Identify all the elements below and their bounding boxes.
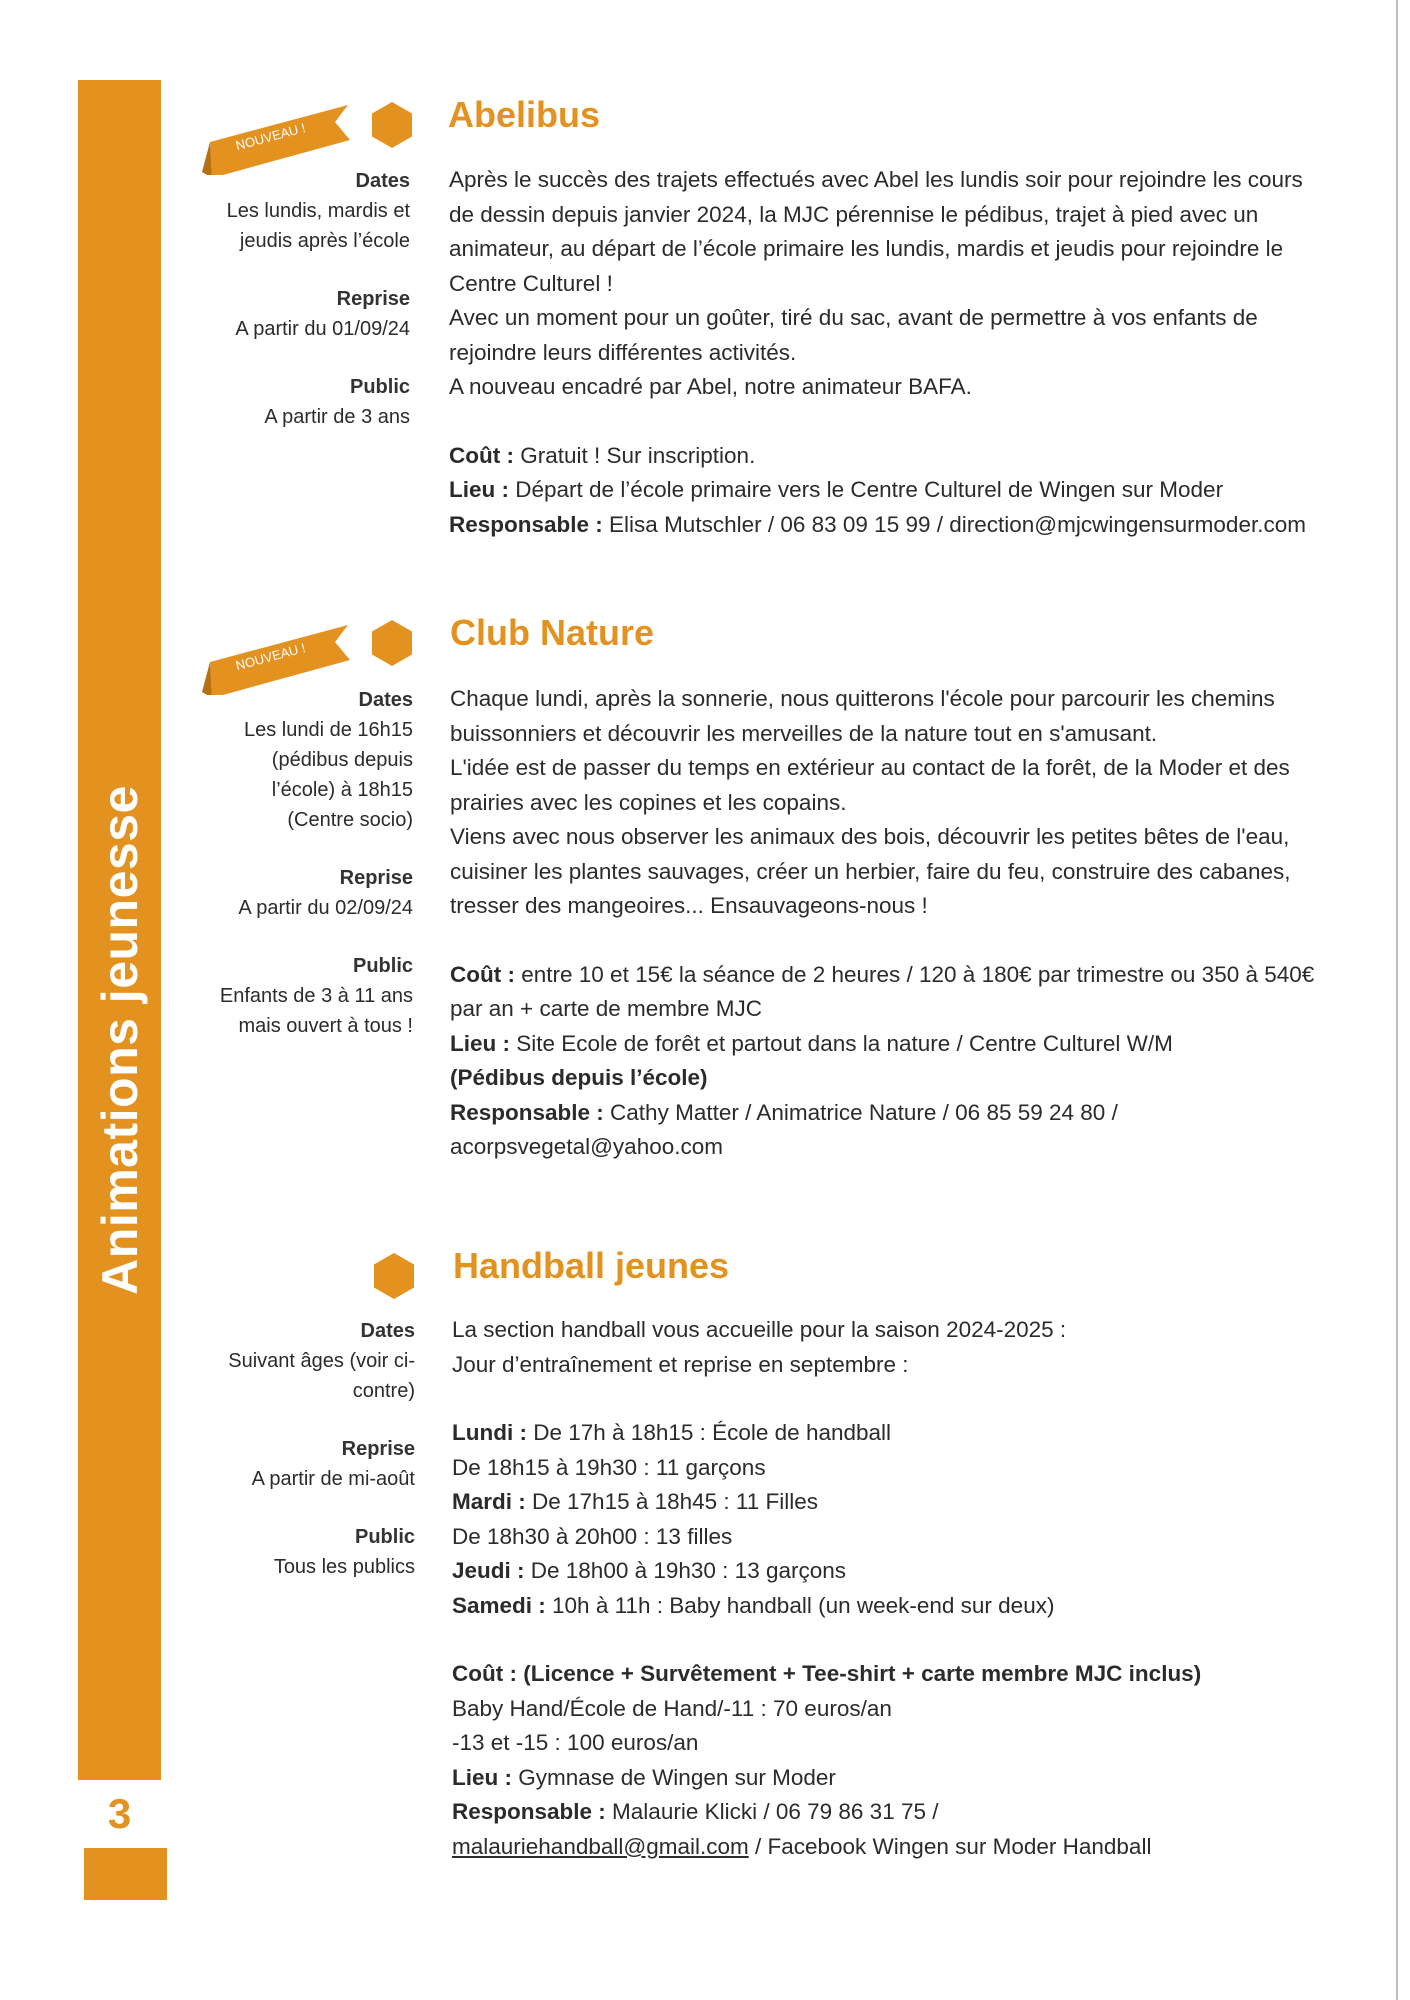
- meta-value: Tous les publics: [273, 1556, 415, 1578]
- manager-line: [449, 508, 1329, 543]
- paragraph: Après le succès des trajets effectués avec Abel les lundis soir pour rejoindre les cours de dessin depuis janvier 2024, la MJC pérennise le pédibus, trajet à pied avec un animateur, au départ de l’école primaire les lundis, mardis et jeudis pour rejoindre le Centre Culturel !: [449, 167, 1303, 296]
- cost-price: Baby Hand/École de Hand/-11 : 70 euros/an: [452, 1695, 892, 1721]
- meta-label: Reprise: [336, 288, 410, 310]
- place-line: [452, 1761, 1332, 1796]
- place-value: Site Ecole de forêt et partout dans la nature / Centre Culturel W/M: [510, 1030, 1173, 1056]
- ribbon-text: NOUVEAU !: [234, 120, 307, 154]
- meta-label: Reprise: [339, 867, 413, 889]
- schedule-text: De 18h00 à 19h30 : 13 garçons: [524, 1558, 847, 1583]
- schedule-text: De 17h à 18h15 : École de handball: [526, 1420, 892, 1445]
- body-abelibus: [449, 163, 1329, 542]
- cost-value: Gratuit ! Sur inscription.: [513, 442, 756, 468]
- schedule-line: [452, 1554, 1332, 1589]
- section-title-handball: Handball jeunes: [453, 1245, 730, 1286]
- meta-label: Public: [349, 376, 410, 398]
- paragraph: La section handball vous accueille pour la saison 2024-2025 :: [452, 1317, 1067, 1342]
- place-extra: (Pédibus depuis l’école): [450, 1065, 708, 1090]
- manager-label: Responsable :: [452, 1799, 606, 1824]
- schedule-line: [452, 1416, 1332, 1451]
- meta-value: Les lundis, mardis et jeudis après l’école: [226, 200, 410, 252]
- hexagon-icon: [372, 1252, 416, 1300]
- meta-value: Enfants de 3 à 11 ans mais ouvert à tous !: [219, 985, 413, 1037]
- paragraph: Jour d’entraînement et reprise en septembre :: [452, 1351, 909, 1377]
- section-title-club-nature: Club Nature: [450, 612, 655, 653]
- bottom-bar: [84, 1848, 167, 1900]
- cost-label: Coût :: [450, 961, 515, 987]
- place-line: [450, 1027, 1330, 1062]
- schedule-line: [452, 1589, 1332, 1624]
- place-value: Gymnase de Wingen sur Moder: [512, 1764, 836, 1790]
- schedule-line: [452, 1520, 1332, 1555]
- meta-club-nature: [203, 685, 413, 1069]
- schedule-day: Samedi :: [452, 1592, 546, 1618]
- side-title-wrap: [78, 80, 161, 1780]
- body-club-nature: [450, 682, 1330, 1165]
- place-label: Lieu :: [449, 477, 509, 502]
- cost-line: [452, 1657, 1332, 1692]
- meta-value: A partir du 01/09/24: [235, 318, 410, 340]
- meta-value: Les lundi de 16h15 (pédibus depuis l’école) à 18h15 (Centre socio): [243, 719, 413, 831]
- meta-label: Dates: [360, 1320, 415, 1342]
- paragraph: A nouveau encadré par Abel, notre animateur BAFA.: [449, 374, 972, 399]
- meta-handball: [205, 1316, 415, 1610]
- place-value: Départ de l’école primaire vers le Centre Culturel de Wingen sur Moder: [509, 477, 1224, 502]
- meta-value: A partir de 3 ans: [264, 406, 410, 428]
- page-number: 3: [107, 1790, 132, 1837]
- cost-detail: (Licence + Survêtement + Tee-shirt + carte membre MJC inclus): [516, 1661, 1202, 1686]
- email-link[interactable]: malauriehandball@gmail.com: [452, 1833, 749, 1859]
- meta-value: Suivant âges (voir ci-contre): [228, 1350, 415, 1402]
- cost-label: Coût :: [452, 1661, 517, 1686]
- schedule-text: De 18h15 à 19h30 : 11 garçons: [452, 1454, 766, 1480]
- paragraph: Avec un moment pour un goûter, tiré du sac, avant de permettre à vos enfants de rejoindre leurs différentes activités.: [449, 305, 1258, 365]
- nouveau-ribbon: [200, 620, 350, 695]
- place-label: Lieu :: [452, 1764, 512, 1790]
- hexagon-icon: [370, 101, 414, 149]
- manager-line: [450, 1096, 1330, 1165]
- contact-line: [452, 1830, 1332, 1865]
- meta-label: Dates: [358, 689, 413, 711]
- page-edge: [1396, 0, 1398, 2000]
- body-handball: [452, 1313, 1332, 1864]
- manager-label: Responsable :: [449, 511, 603, 537]
- nouveau-ribbon: [200, 100, 350, 175]
- meta-label: Reprise: [341, 1438, 415, 1460]
- manager-value: Malaurie Klicki / 06 79 86 31 75 /: [605, 1799, 939, 1824]
- schedule-line: [452, 1485, 1332, 1520]
- cost-line: [449, 439, 1329, 474]
- cost-line: [450, 958, 1330, 1027]
- cost-label: Coût :: [449, 442, 514, 468]
- schedule-text: De 17h15 à 18h45 : 11 Filles: [525, 1489, 819, 1514]
- side-title: Animations jeunesse: [91, 785, 148, 1295]
- manager-value: Cathy Matter / Animatrice Nature / 06 85 59 24 80 / acorpsvegetal@yahoo.com: [450, 1099, 1118, 1159]
- schedule-day: Jeudi :: [452, 1558, 525, 1583]
- hexagon-icon: [370, 619, 414, 667]
- manager-value: Elisa Mutschler / 06 83 09 15 99 / direction@mjcwingensurmoder.com: [602, 511, 1306, 537]
- cost-price: -13 et -15 : 100 euros/an: [452, 1730, 699, 1755]
- schedule-text: De 18h30 à 20h00 : 13 filles: [452, 1523, 733, 1549]
- schedule-line: [452, 1451, 1332, 1486]
- paragraph: Viens avec nous observer les animaux des bois, découvrir les petites bêtes de l'eau, cuisiner les plantes sauvages, créer un herbier, faire du feu, construire des cabanes, tresser des mangeoires... Ensauvageons-nous !: [450, 824, 1291, 918]
- meta-abelibus: [200, 166, 410, 460]
- facebook-text: / Facebook Wingen sur Moder Handball: [748, 1833, 1152, 1859]
- ribbon-text: NOUVEAU !: [234, 640, 307, 674]
- paragraph: L'idée est de passer du temps en extérieur au contact de la forêt, de la Moder et des prairies avec les copines et les copains.: [450, 755, 1290, 815]
- meta-value: A partir de mi-août: [251, 1468, 415, 1490]
- section-title-abelibus: Abelibus: [448, 94, 601, 135]
- place-line: [449, 473, 1329, 508]
- meta-label: Public: [352, 955, 413, 977]
- meta-label: Public: [354, 1526, 415, 1548]
- schedule-day: Lundi :: [452, 1420, 527, 1445]
- cost-value: entre 10 et 15€ la séance de 2 heures / 120 à 180€ par trimestre ou 350 à 540€ par an + carte de membre MJC: [450, 961, 1315, 1021]
- schedule-text: 10h à 11h : Baby handball (un week-end sur deux): [545, 1592, 1055, 1618]
- paragraph: Chaque lundi, après la sonnerie, nous quitterons l'école pour parcourir les chemins buissonniers et découvrir les merveilles de la nature tout en s'amusant.: [450, 686, 1275, 746]
- meta-value: A partir du 02/09/24: [238, 897, 413, 919]
- manager-label: Responsable :: [450, 1099, 604, 1125]
- manager-line: [452, 1795, 1332, 1830]
- meta-label: Dates: [355, 170, 410, 192]
- schedule-day: Mardi :: [452, 1489, 526, 1514]
- place-label: Lieu :: [450, 1030, 510, 1056]
